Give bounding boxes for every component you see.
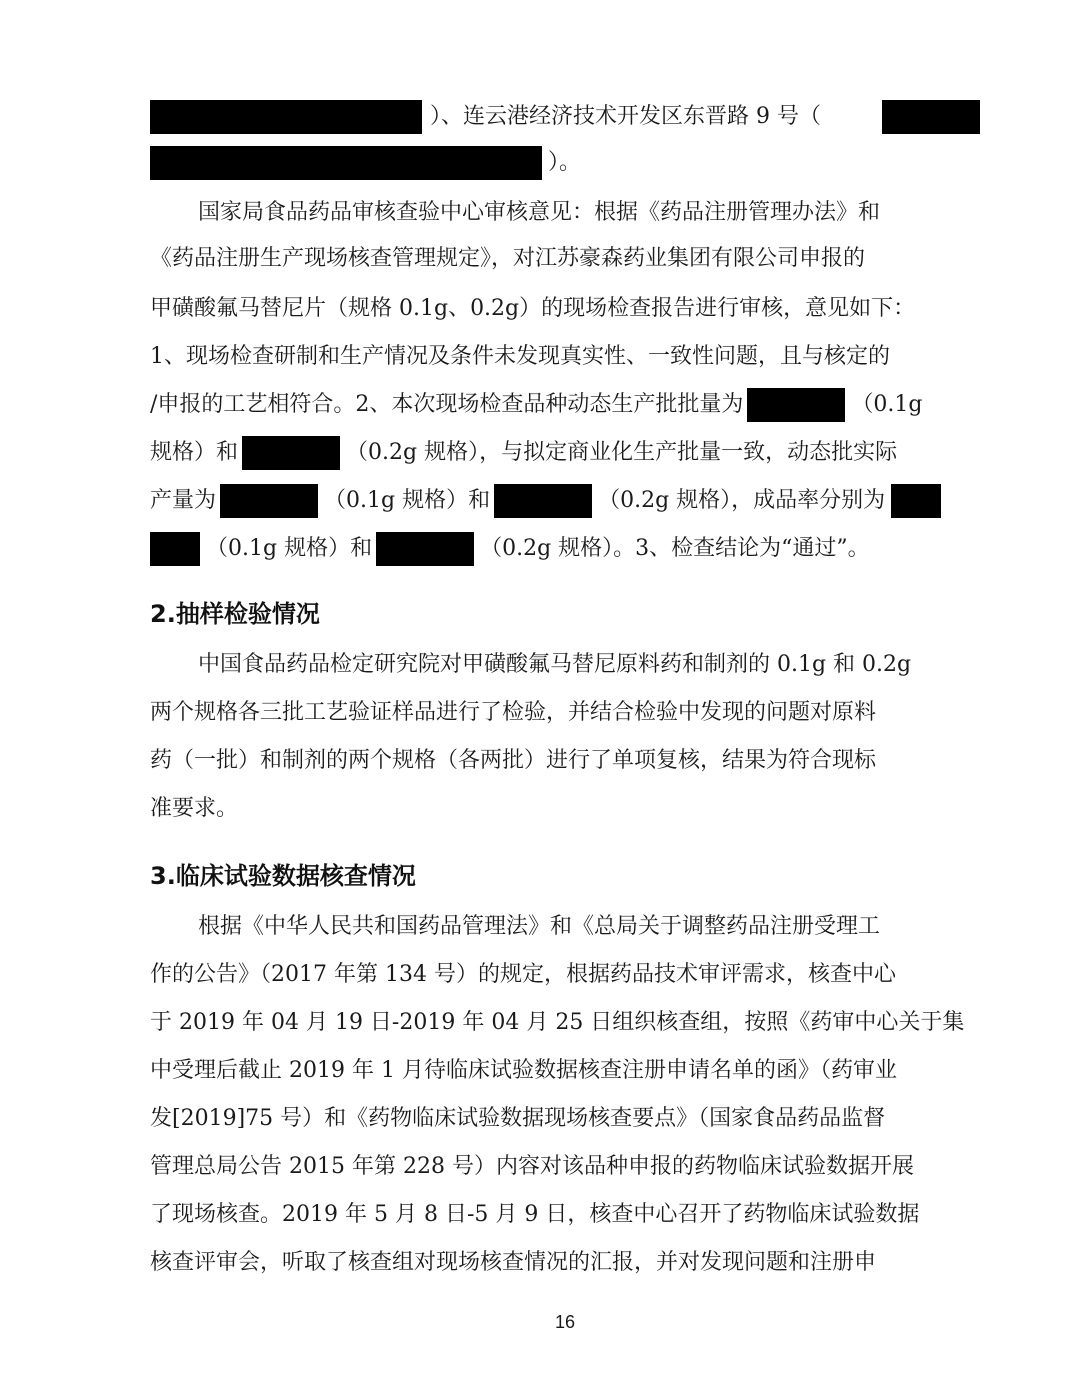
redaction-block [150,532,200,566]
body-line: 1、现场检查研制和生产情况及条件未发现真实性、一致性问题，且与核定的 [150,344,890,369]
redaction-block [747,388,845,422]
body-line: 根据《中华人民共和国药品管理法》和《总局关于调整药品注册受理工 [198,914,881,939]
section-heading: 2.抽样检验情况 [150,600,320,628]
body-line: 发[2019]75 号）和《药物临床试验数据现场核查要点》（国家食品药品监督 [150,1106,886,1131]
body-line: 管理总局公告 2015 年第 228 号）内容对该品种申报的药物临床试验数据开展 [150,1154,914,1179]
body-line: 产量为 （0.1g 规格）和 （0.2g 规格），成品率分别为 [150,484,980,518]
section-heading: 3.临床试验数据核查情况 [150,862,416,890]
body-line: 甲磺酸氟马替尼片（规格 0.1g、0.2g）的现场检查报告进行审核，意见如下： [150,296,916,321]
redaction-block [150,146,542,180]
body-line: 核查评审会，听取了核查组对现场核查情况的汇报，并对发现问题和注册申 [150,1250,877,1275]
body-line: 准要求。 [150,796,239,821]
redaction-block [220,484,318,518]
body-line: 国家局食品药品审核查验中心审核意见：根据《药品注册管理办法》和 [198,200,881,225]
redaction-block [494,484,592,518]
redaction-block [891,484,941,518]
redaction-block [242,436,340,470]
body-line: 规格）和 （0.2g 规格），与拟定商业化生产批量一致，动态批实际 [150,436,980,470]
redaction-block [882,100,980,134]
address-line-1 [150,100,980,134]
body-line: 了现场核查。2019 年 5 月 8 日-5 月 9 日，核查中心召开了药物临床试验数据 [150,1202,920,1227]
address-text-end: ）。 [548,150,582,175]
redaction-block [376,532,474,566]
body-line: 两个规格各三批工艺验证样品进行了检验，并结合检验中发现的问题对原料 [150,700,877,725]
page-number: 16 [554,1312,576,1332]
body-line: 作的公告》（2017 年第 134 号）的规定，根据药品技术审评需求，核查中心 [150,962,896,987]
redaction-block [150,100,422,134]
body-line: /申报的工艺相符合。2、本次现场检查品种动态生产批批量为 （0.1g [150,388,980,422]
address-text: ）、连云港经济技术开发区东晋路 9 号（ [430,104,821,129]
body-line: 中国食品药品检定研究院对甲磺酸氟马替尼原料药和制剂的 0.1g 和 0.2g [198,652,912,677]
body-line: （0.1g 规格）和 （0.2g 规格）。3、检查结论为“通过”。 [150,532,980,566]
body-line: 药（一批）和制剂的两个规格（各两批）进行了单项复核，结果为符合现标 [150,748,877,773]
body-line: 于 2019 年 04 月 19 日-2019 年 04 月 25 日组织核查组，按照《药审中心关于集 [150,1010,965,1035]
body-line: 《药品注册生产现场核查管理规定》，对江苏豪森药业集团有限公司申报的 [150,246,866,271]
address-line-2 [150,146,980,180]
body-line: 中受理后截止 2019 年 1 月待临床试验数据核查注册申请名单的函》（药审业 [150,1058,897,1083]
